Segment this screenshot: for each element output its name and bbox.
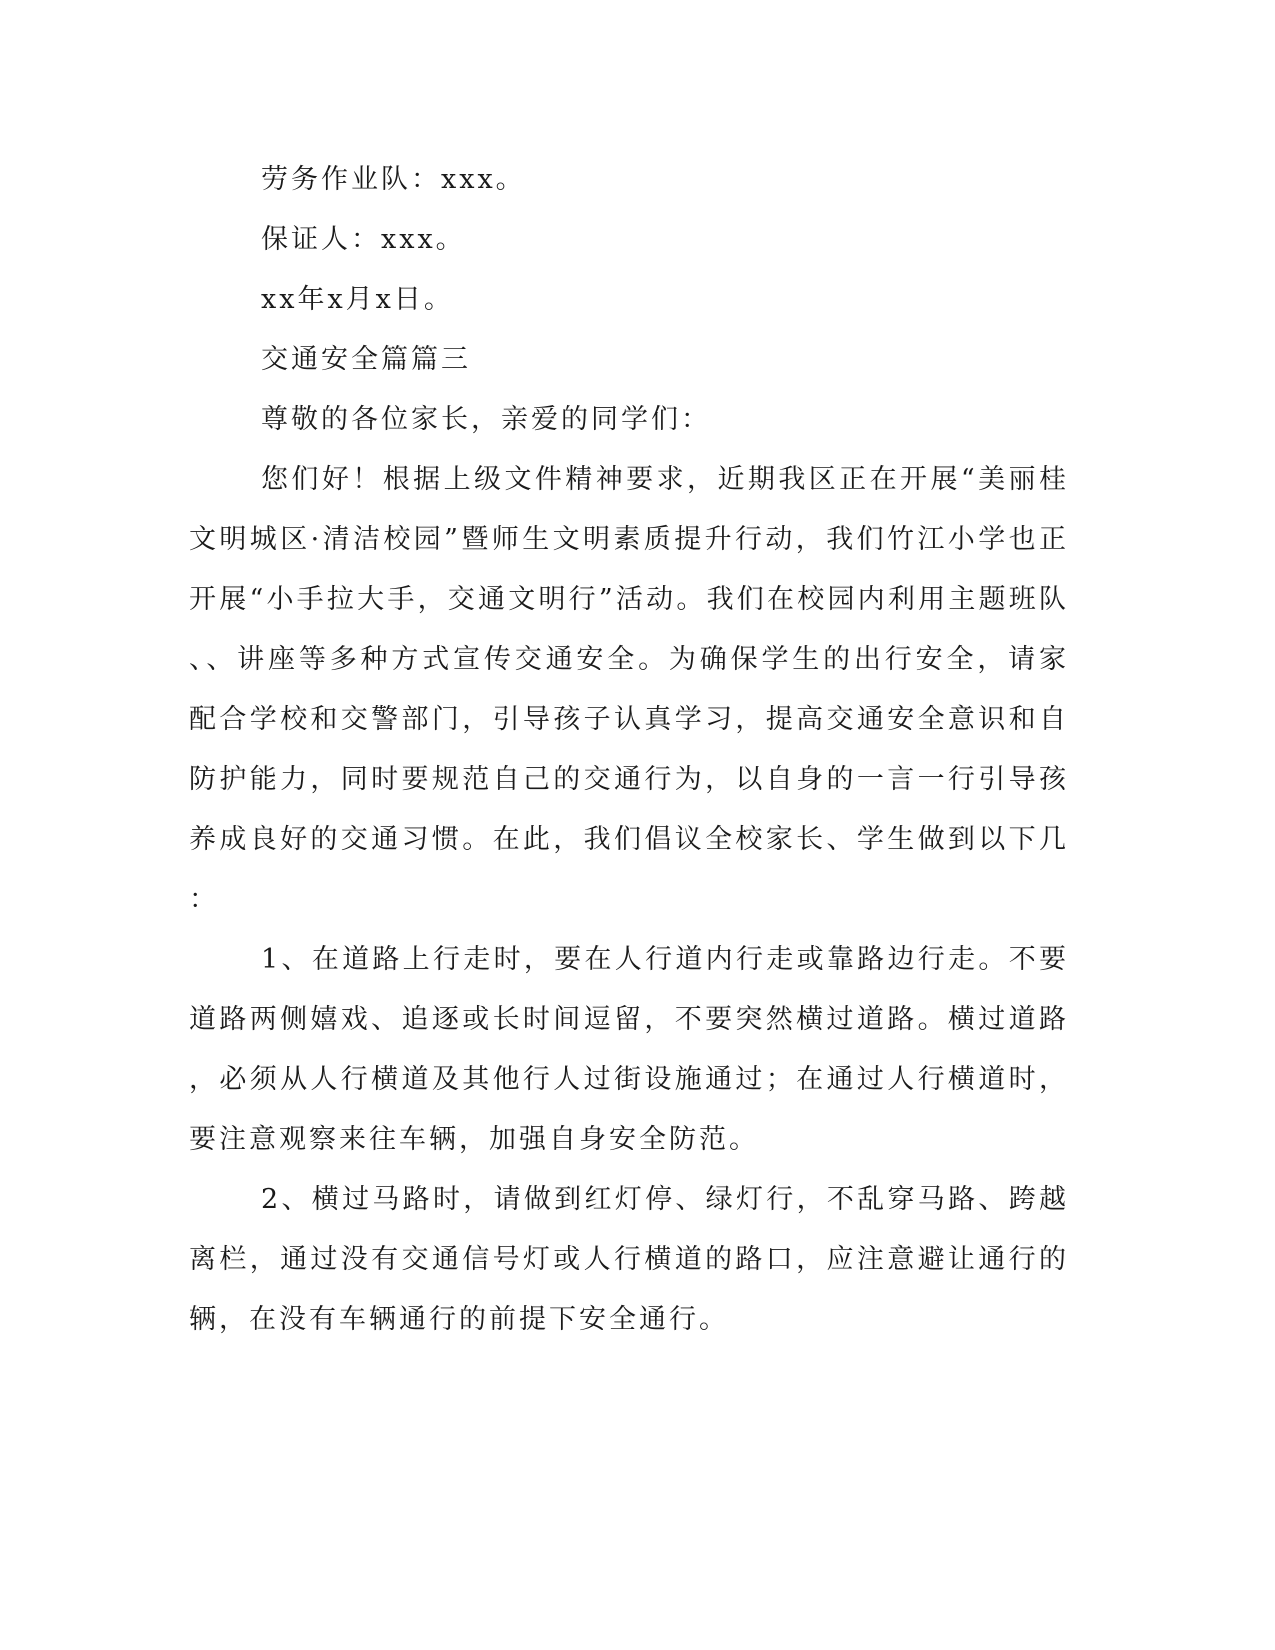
rule-2-line: 辆，在没有车辆通行的前提下安全通行。: [189, 1304, 729, 1335]
paragraph-line: 、、讲座等多种方式宣传交通安全。为确保学生的出行安全，请家: [189, 644, 1069, 675]
paragraph-line: 文明城区·清洁校园”暨师生文明素质提升行动，我们竹江小学也正: [189, 524, 1069, 555]
paragraph-line: 配合学校和交警部门，引导孩子认真学习，提高交通安全意识和自: [189, 704, 1069, 735]
rule-2-line: 离栏，通过没有交通信号灯或人行横道的路口，应注意避让通行的: [189, 1244, 1069, 1275]
salutation: 尊敬的各位家长，亲爱的同学们：: [261, 404, 711, 435]
date-line: xx年x月x日。: [261, 284, 454, 315]
section-title: 交通安全篇篇三: [261, 344, 471, 375]
paragraph-line: 养成良好的交通习惯。在此，我们倡议全校家长、学生做到以下几: [189, 824, 1069, 855]
paragraph-line: 开展“小手拉大手，交通文明行”活动。我们在校园内利用主题班队: [189, 584, 1069, 615]
labor-team-line: 劳务作业队：xxx。: [261, 164, 526, 195]
rule-1-line: ，必须从人行横道及其他行人过街设施通过；在通过人行横道时，: [189, 1064, 1069, 1095]
paragraph-line: ：: [189, 884, 219, 915]
rule-2-line: 2、横过马路时，请做到红灯停、绿灯行，不乱穿马路、跨越: [261, 1184, 1069, 1215]
rule-1-line: 道路两侧嬉戏、追逐或长时间逗留，不要突然横过道路。横过道路: [189, 1004, 1069, 1035]
guarantor-line: 保证人：xxx。: [261, 224, 466, 255]
document-body: [189, 150, 1069, 1350]
paragraph-line: 防护能力，同时要规范自己的交通行为，以自身的一言一行引导孩: [189, 764, 1069, 795]
rule-1-line: 要注意观察来往车辆，加强自身安全防范。: [189, 1124, 759, 1155]
paragraph-line: 您们好！根据上级文件精神要求，近期我区正在开展“美丽桂: [261, 464, 1069, 495]
rule-1-line: 1、在道路上行走时，要在人行道内行走或靠路边行走。不要: [261, 944, 1069, 975]
